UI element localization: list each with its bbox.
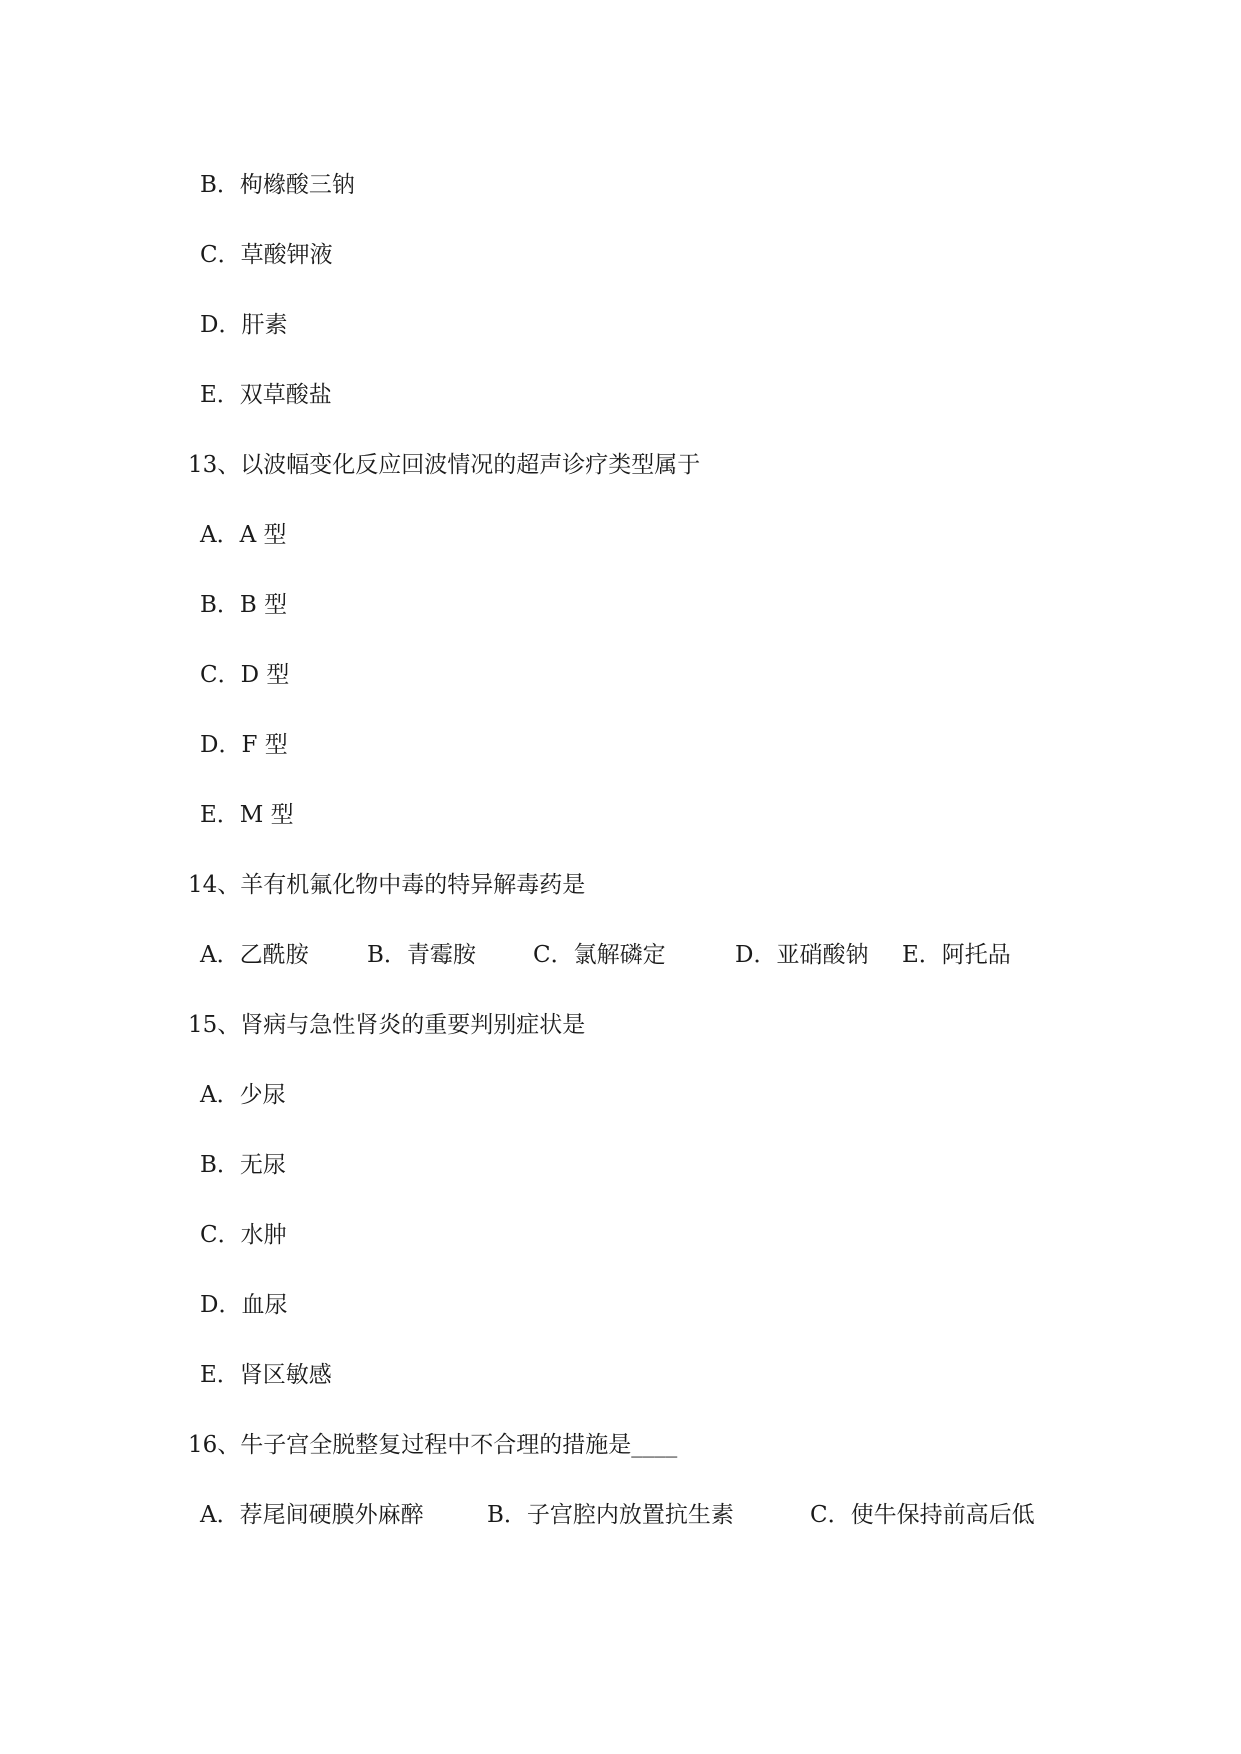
q16-stem: 16、牛子宫全脱整复过程中不合理的措施是____ [188,1432,678,1458]
q14-option-b: B．青霉胺 [367,942,476,968]
q13-option-e: E．M 型 [200,802,294,828]
q16-option-a: A．荐尾间硬膜外麻醉 [200,1502,424,1528]
q14-stem: 14、羊有机氟化物中毒的特异解毒药是 [188,872,586,898]
q12-option-c: C．草酸钾液 [200,242,333,268]
q13-option-b: B．B 型 [200,592,288,618]
q16-option-b: B．子宫腔内放置抗生素 [487,1502,734,1528]
q15-option-a: A．少尿 [200,1082,286,1108]
q14-option-a: A．乙酰胺 [200,942,309,968]
q13-stem: 13、以波幅变化反应回波情况的超声诊疗类型属于 [188,452,701,478]
q15-option-d: D．血尿 [200,1292,288,1318]
q14-option-d: D．亚硝酸钠 [735,942,869,968]
q12-option-d: D．肝素 [200,312,288,338]
q13-option-a: A．A 型 [200,522,287,548]
q15-stem: 15、肾病与急性肾炎的重要判别症状是 [188,1012,586,1038]
q15-option-e: E．肾区敏感 [200,1362,332,1388]
q12-option-e: E．双草酸盐 [200,382,332,408]
q16-option-c: C．使牛保持前高后低 [810,1502,1035,1528]
q15-option-c: C．水肿 [200,1222,287,1248]
q12-option-b: B．枸橼酸三钠 [200,172,355,198]
q14-option-e: E．阿托品 [902,942,1011,968]
q14-option-c: C．氯解磷定 [533,942,666,968]
q15-option-b: B．无尿 [200,1152,286,1178]
q13-option-c: C．D 型 [200,662,290,688]
q13-option-d: D．F 型 [200,732,288,758]
